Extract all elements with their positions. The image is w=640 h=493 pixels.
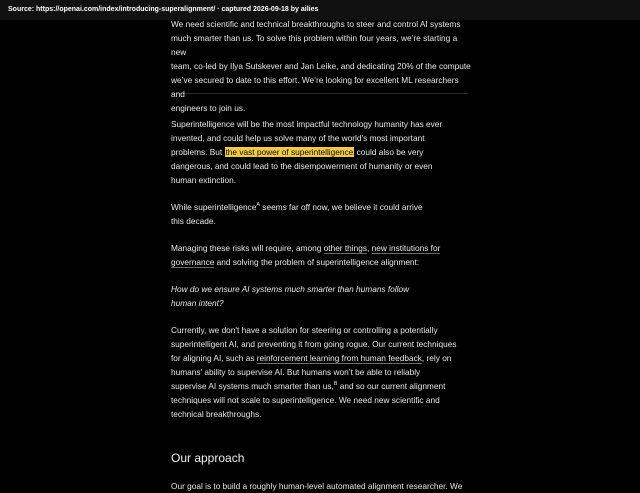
paragraph-line: , rely on <box>421 353 452 363</box>
question-paragraph <box>171 282 471 310</box>
paragraph-line: superintelligent AI, and preventing it from going rogue. Our current techniques <box>171 339 457 349</box>
paragraph-line: supervise AI systems much smarter than us, <box>171 381 334 391</box>
current-techniques-paragraph <box>171 323 471 421</box>
risks-paragraph <box>171 241 471 269</box>
highlighted-text[interactable]: the vast power of superintelligence <box>225 147 354 157</box>
our-approach-heading: Our approach <box>171 451 245 465</box>
governance-link[interactable]: governance <box>171 257 215 267</box>
paragraph-line: this decade. <box>171 216 216 226</box>
paragraph-line: Superintelligence will be the most impactful technology humanity has ever <box>171 119 443 129</box>
paragraph-line: seems far off now, we believe it could arrive <box>260 202 423 212</box>
paragraph-line: problems. But <box>171 147 225 157</box>
paragraph-line: could also be very <box>354 147 424 157</box>
paragraph-line: humans’ ability to supervise AI. But humans won’t be able to reliably <box>171 367 421 377</box>
paragraph-line: While superintelligence <box>171 202 257 212</box>
approach-paragraph <box>171 479 471 493</box>
intro-line: much smarter than us. To solve this problem within four years, we’re starting a new <box>171 33 458 57</box>
other-things-link[interactable]: other things <box>323 243 368 253</box>
paragraph-line: Currently, we don't have a solution for steering or controlling a potentially <box>171 325 438 335</box>
intro-line: We need scientific and technical breakthroughs to steer and control AI systems <box>171 19 461 29</box>
superintelligence-paragraph <box>171 117 471 187</box>
paragraph-line: techniques will not scale to superintelligence. We need new scientific and <box>171 395 440 405</box>
paragraph-line: How do we ensure AI systems much smarter than humans follow <box>171 284 410 294</box>
paragraph-line: technical breakthroughs. <box>171 409 262 419</box>
paragraph-line: for aligning AI, such as <box>171 353 257 363</box>
paragraph-line: dangerous, and could lead to the disempowerment of humanity or even <box>171 161 433 171</box>
paragraph-line: human intent? <box>171 298 224 308</box>
intro-line: team, co-led by Ilya Sutskever and Jan Leike, and dedicating 20% of the compute <box>171 61 471 71</box>
footnote-a-link[interactable]: A <box>256 202 260 209</box>
paragraph-line: Our goal is to build a roughly human-level automated alignment researcher. We <box>171 481 463 491</box>
section-divider <box>171 93 468 94</box>
footnote-b-link[interactable]: B <box>333 381 338 388</box>
paragraph-line: human extinction. <box>171 175 237 185</box>
intro-line: we’ve secured to date to this effort. We’re looking for excellent ML researchers and <box>171 75 459 99</box>
paragraph-line: and solving the problem of superintelligence alignment: <box>214 257 420 267</box>
article-body <box>171 17 471 493</box>
paragraph-line: Managing these risks will require, among <box>171 243 324 253</box>
source-caption: Source: https://openai.com/index/introducing-superalignment/ · captured 2026-09-18 by ailies <box>0 0 640 20</box>
paragraph-line: and so our current alignment <box>337 381 446 391</box>
timeline-paragraph <box>171 200 471 228</box>
rlhf-link[interactable]: reinforcement learning from human feedback <box>256 353 422 363</box>
new-institutions-link[interactable]: new institutions for <box>371 243 441 253</box>
intro-paragraph <box>171 17 471 113</box>
paragraph-line: , <box>367 243 372 253</box>
intro-line: engineers to join us. <box>171 103 246 113</box>
paragraph-line: invented, and could help us solve many of the world’s most important <box>171 133 425 143</box>
